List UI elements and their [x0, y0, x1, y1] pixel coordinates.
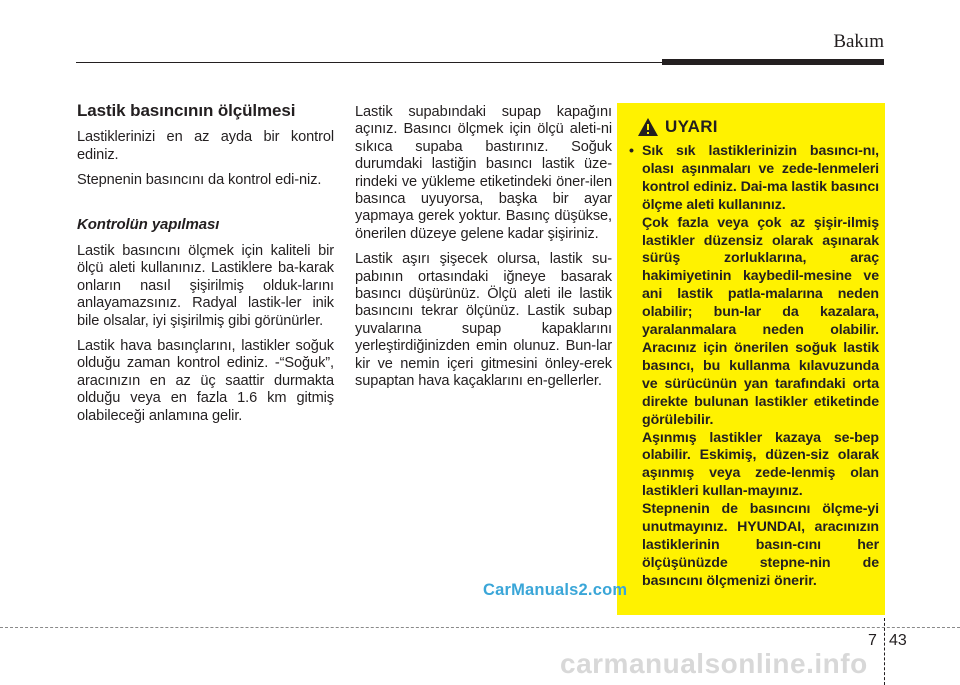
subsection-title: Kontrolün yapılması [77, 215, 220, 233]
warning-triangle-icon [637, 117, 659, 137]
left-column [77, 102, 334, 433]
section-title: Lastik basıncının ölçülmesi [77, 101, 296, 120]
paragraph: Lastik supabındaki supap kapağını açınız. Basıncı ölçmek için ölçü aleti-ni sıkıca supaba bastırınız. Soğuk durumdaki lastiğin basıncı lastik üze-rindeki ve yükleme etiketindeki öner-ilen basınca uyuyorsa, başka bir ayar yapmaya gerek yoktur. Basınç düşükse, önerilen düzeye gelene kadar şişiriniz. [355, 104, 612, 242]
header-title: Bakım [833, 31, 884, 52]
warning-paragraph: Çok fazla veya çok az şişir-ilmiş lastikler düzensiz olarak aşınarak sürüş zorluklarına, araç hakimiyetinin kaybedil-mesine ve ani lastik patla-malarına neden olabilir; bun-lar da kazalara, yaralanmalara neden olabilir. Aracınız için önerilen soğuk lastik basıncı, bu kullanma kılavuzunda ve sürücünün yan tarafındaki orta direkte bulunan lastikler etiketinde görülebilir. [642, 214, 879, 428]
warning-paragraph: Stepnenin de basıncını ölçme-yi unutmayınız. HYUNDAI, aracınızın lastiklerinin basın-cını her ölçüşünüzde stepne-nin de basıncını ölçmenizi önerir. [642, 501, 879, 589]
warning-title: UYARI [665, 117, 718, 136]
warning-header [637, 117, 718, 137]
bullet: • [629, 143, 634, 159]
watermark-carmanuals[interactable]: CarManuals2.com [483, 581, 628, 599]
paragraph: Lastik hava basınçlarını, lastikler soğuk olduğu zaman kontrol ediniz. -“Soğuk”, aracınızın en az üç saattir durmakta olduğu veya en fazla 1.6 km gitmiş olabileceği anlamına gelir. [77, 338, 334, 424]
footer-divider [0, 627, 960, 628]
paragraph: Lastiklerinizi en az ayda bir kontrol ediniz. [77, 129, 334, 163]
footer-page-number: 43 [889, 632, 907, 649]
footer-page-separator [884, 618, 885, 685]
warning-body [629, 143, 879, 591]
paragraph: Lastik basıncını ölçmek için kaliteli bir ölçü aleti kullanınız. Lastiklere ba-karak onların nasıl şişirilmiş olduk-larını anlayamazsınız. Radyal lastik-ler inik bile olsalar, iyi şişirilmiş gibi görünürler. [77, 243, 334, 329]
footer-chapter-number: 7 [868, 632, 877, 649]
paragraph: Lastik aşırı şişecek olursa, lastik su-pabının ortasındaki iğneye basarak basıncı düşürünüz. Ölçü aleti ile lastik basıncını tekrar ölçünüz. Lastik subap yuvalarına supap kapaklarını yerleştirdiğinizden emin olunuz. Bun-lar kir ve nemin içeri gitmesini önley-erek supaptan hava kaçaklarını en-gellerler. [355, 251, 612, 390]
middle-column [355, 104, 612, 399]
warning-box [617, 103, 885, 615]
paragraph: Stepnenin basıncını da kontrol edi-niz. [77, 172, 322, 189]
watermark-carmanualsonline[interactable]: carmanualsonline.info [560, 648, 868, 679]
warning-paragraph: Aşınmış lastikler kazaya se-bep olabilir. Eskimiş, düzen-siz olarak aşınmış veya zede-lenmiş olan lastikleri kullan-mayınız. [642, 429, 879, 500]
header-rule-thick [662, 59, 884, 65]
warning-paragraph: Sık sık lastiklerinizin basıncı-nı, olası aşınmaları ve zede-lenmeleri kontrol ediniz. Dai-ma lastik basıncı ölçme aleti kullanınız. [642, 143, 879, 213]
